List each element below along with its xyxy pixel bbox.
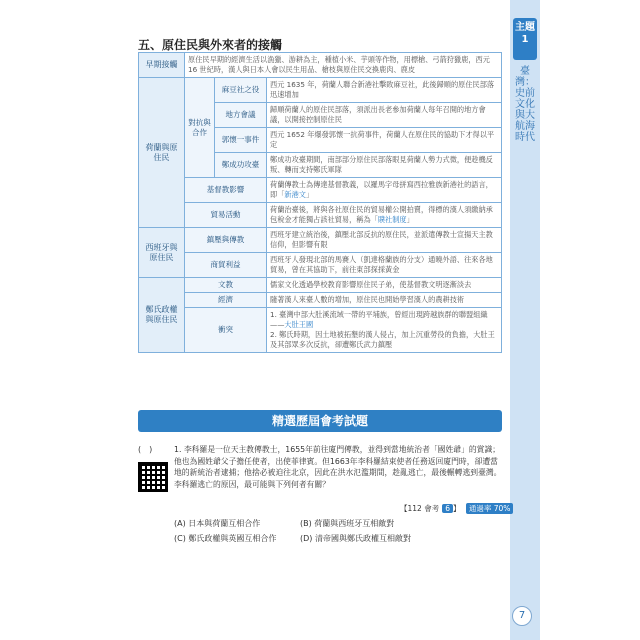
- source-text: 【112 會考: [400, 504, 440, 513]
- label-cell: 地方會議: [215, 103, 267, 128]
- table-row: [139, 278, 502, 293]
- conflict-item-1: [270, 310, 498, 330]
- category-cell: 西班牙與原住民: [139, 228, 185, 278]
- comparison-table: [138, 52, 502, 353]
- content-cell: 西元 1635 年，荷蘭人聯合新港社擊敗麻豆社，此後歸順的原住民部落迅速增加: [267, 78, 502, 103]
- page-number: 7: [512, 606, 532, 626]
- content-cell: 原住民早期的經濟生活以漁獵、游耕為主，種植小米、芋頭等作物，用標槍、弓箭狩獵鹿，西元 16 世紀時，漢人與日本人會以民生用品、槍枝與原住民交換鹿肉、鹿皮: [185, 53, 502, 78]
- content-text: 荷蘭傳教士為傳達基督教義，以羅馬字母拼寫西拉雅族新港社的語言，即「: [270, 180, 493, 199]
- table-row: [139, 293, 502, 308]
- content-text: 」: [406, 215, 414, 224]
- content-cell: [267, 178, 502, 203]
- category-cell: 早期接觸: [139, 53, 185, 78]
- table-row: [139, 53, 502, 78]
- option-a[interactable]: (A) 日本與荷蘭互相合作: [174, 519, 261, 528]
- option-d[interactable]: (D) 清帝國與鄭氏政權互相敵對: [300, 534, 411, 543]
- label-cell: 商貿利益: [185, 253, 267, 278]
- label-cell: 文教: [185, 278, 267, 293]
- content-cell: 鄭成功攻臺期間，南部部分原住民部落眼見荷蘭人勢力式微，便趁機反叛、轉而支持鄭氏軍隊: [267, 153, 502, 178]
- question-number: 1.: [174, 445, 182, 454]
- label-cell: 郭懷一事件: [215, 128, 267, 153]
- table-row: [139, 308, 502, 353]
- content-text: 」: [305, 190, 314, 199]
- highlight-term: 大肚王國: [284, 320, 314, 329]
- content-cell: 西班牙人發現北部的馬賽人（凱達格蘭族的分支）通曉外語、往來各地貿易，曾在其協助下，前往東部探採黃金: [267, 253, 502, 278]
- category-cell: 鄭氏政權與原住民: [139, 278, 185, 353]
- label-cell: 衝突: [185, 308, 267, 353]
- question-source: [400, 503, 513, 514]
- content-cell: 儒家文化透過學校教育影響原住民子弟，使基督教文明逐漸淡去: [267, 278, 502, 293]
- question-text: [174, 444, 504, 490]
- content-cell: 西元 1652 年爆發郭懷一抗荷事件，荷蘭人在原住民的協助下才得以平定: [267, 128, 502, 153]
- content-cell: 隨著漢人來臺人數的增加，原住民也開始學習漢人的農耕技術: [267, 293, 502, 308]
- pass-rate-badge: 通過率 70%: [466, 503, 514, 514]
- content-cell: 西班牙建立統治後，鎮壓北部反抗的原住民，並派遣傳教士宣揚天主教信仰，但影響有限: [267, 228, 502, 253]
- label-cell: 基督教影響: [185, 178, 267, 203]
- label-cell: 經濟: [185, 293, 267, 308]
- option-c[interactable]: (C) 鄭氏政權與英國互相合作: [174, 534, 277, 543]
- category-cell: 荷蘭與原住民: [139, 78, 185, 228]
- content-cell: [267, 308, 502, 353]
- source-end: 】: [452, 504, 461, 513]
- label-cell: 鎮壓與傳教: [185, 228, 267, 253]
- sidebar-title: 臺灣：史前文化與大航海時代: [515, 66, 535, 143]
- highlight-term: 贌社制度: [377, 215, 407, 224]
- table-row: [139, 78, 502, 103]
- content-text: 荷蘭治臺後，將與各社原住民的貿易權公開拍賣，得標的漢人須繳納承包稅金才能獨占該社貿易，稱為「: [270, 205, 493, 224]
- label-cell: 麻豆社之役: [215, 78, 267, 103]
- source-number-badge: 6: [442, 504, 453, 513]
- answer-bracket[interactable]: ( ): [138, 445, 153, 454]
- theme-tab[interactable]: 主題 1: [513, 18, 537, 60]
- subgroup-cell: 對抗與合作: [185, 78, 215, 178]
- highlight-term: 新港文: [284, 190, 306, 199]
- content-text: 1. 臺灣中部大肚溪流域一帶的平埔族，曾經出現跨越族群的聯盟組織——: [270, 310, 488, 329]
- table-row: [139, 228, 502, 253]
- table-row: [139, 203, 502, 228]
- label-cell: 鄭成功攻臺: [215, 153, 267, 178]
- exam-banner: 精選歷屆會考試題: [138, 410, 502, 432]
- table-row: [139, 178, 502, 203]
- table-row: [139, 253, 502, 278]
- option-b[interactable]: (B) 荷蘭與西班牙互相敵對: [300, 519, 395, 528]
- content-cell: [267, 203, 502, 228]
- conflict-item-2: 2. 鄭氏時期，因土地被拓墾的漢人侵占，加上沉重勞役的負擔，大肚王及其部眾多次反抗，卻遭鄭氏武力鎮壓: [270, 330, 495, 349]
- content-cell: 歸順荷蘭人的原住民部落，須派出長老參加荷蘭人每年召開的地方會議，以開接控制原住民: [267, 103, 502, 128]
- question-body: 李科羅是一位天主教傳教士，1655年前往廈門傳教，並得到當地統治者「國姓爺」的賞識；他也為國姓爺父子擔任使者，出使菲律賓。但1663年李科羅結束使者任務返回廈門時，卻遭當地的新統治者逮捕；他捨必被迫往北京，因此在洪水氾濫期間，趁亂逃亡，最後輾轉逃到臺灣。李科羅逃亡的原因，最可能與下列何者有關？: [174, 445, 502, 489]
- label-cell: 貿易活動: [185, 203, 267, 228]
- section-title: 五、原住民與外來者的接觸: [138, 38, 283, 52]
- qr-code-icon[interactable]: [138, 462, 168, 492]
